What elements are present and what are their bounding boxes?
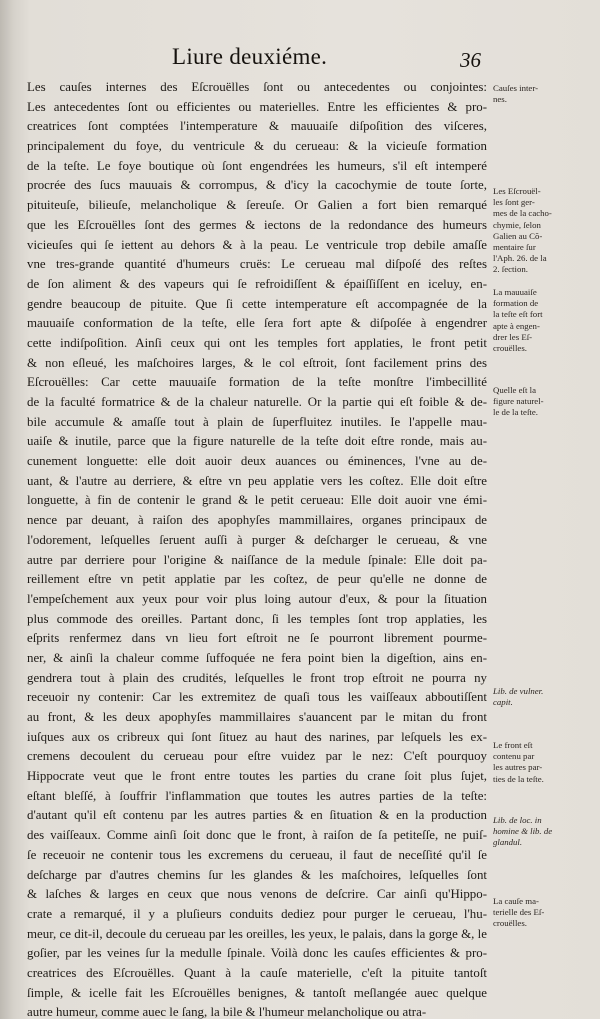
- margin-note-line: formation de: [493, 298, 539, 309]
- text-line: crate a remarqué, il y a pluſieurs conduits dediez pour purger le cerueau, l'hu-: [27, 906, 487, 921]
- margin-note-line: crouëlles.: [493, 343, 527, 354]
- margin-note-line: nes.: [493, 94, 507, 105]
- text-line: vne tres-grande quantité d'humeurs cruës: Le cerueau mal diſpoſé des reſtes: [27, 257, 487, 272]
- text-line: eſprits renfermez dans vn lieu fort eſtroit ne ſe pourront librement pourme-: [27, 631, 487, 646]
- margin-note-line: Galien au Cõ-: [493, 230, 543, 241]
- margin-note: [493, 287, 598, 354]
- text-line: receuoir ny contenir: Car les extremitez de quaſi tous les vaiſſeaux abboutiſſent: [27, 690, 487, 705]
- text-line: Eſcrouëlles: Car cette mauuaiſe formation de la teſte monſtre l'imbecillité: [27, 375, 487, 390]
- text-line: cunement longuette: elle doit auoir deux auances ou éminences, l'vne au de-: [27, 454, 487, 469]
- margin-note-line: capit.: [493, 697, 513, 708]
- margin-note-line: le de la teſte.: [493, 407, 538, 418]
- text-line: d'autant qu'il eſt contenu par les autres parties & en ſituation & en la production: [27, 808, 487, 823]
- text-line: mauuaiſe conformation de la teſte, elle ſera fort apte & diſpoſée à engendrer: [27, 316, 487, 331]
- margin-note-line: homine & lib. de: [493, 826, 553, 837]
- text-line: Les antecedentes ſont ou efficientes ou materielles. Entre les efficientes & pro-: [27, 99, 487, 114]
- margin-note-line: glandul.: [493, 837, 523, 848]
- text-line: de ſon aliment & des vapeurs qui ſe refroidiſſent & épaiſſiſſent en iceluy, en-: [27, 276, 487, 291]
- running-head: Liure deuxiéme.: [172, 44, 328, 69]
- text-line: que les Eſcrouëlles ſont des germes & iectons de la redondance des humeurs: [27, 217, 487, 232]
- text-line: autre par derriere pour l'origine & naiſſance de la medule ſpinale: Elle doit pa-: [27, 552, 487, 567]
- page-number: 36: [460, 48, 481, 72]
- margin-note-line: les ſont ger-: [493, 197, 535, 208]
- text-line: uaiſe & inutile, parce que la figure naturelle de la teſte doit eſtre ronde, mais au-: [27, 434, 487, 449]
- text-line: des vaiſſeaux. Comme ainſi ſoit donc que le front, à raiſon de ſa petiteſſe, ne puiſ-: [27, 828, 487, 843]
- margin-note-line: l'Aph. 26. de la: [493, 253, 547, 264]
- text-line: principalement du foye, du ventricule & du cerueau: & la vicieuſe formation: [27, 139, 487, 154]
- text-line: longuette, à fin de contenir le grand & le petit cerueau: Elle doit auoir vne émi-: [27, 493, 487, 508]
- text-line: reillement eſtre vn petit applatie par les coſtez, de peur qu'elle ne donne de: [27, 572, 487, 587]
- margin-note-line: les autres par-: [493, 762, 543, 773]
- margin-note-line: La cauſe ma-: [493, 896, 539, 906]
- text-line: & non eſleué, les maſchoires larges, & le col eſtroit, ſont facilement prins des: [27, 355, 487, 370]
- margin-note-line: figure naturel-: [493, 396, 544, 407]
- text-line: creatrices ſont comptées l'intemperature & mauuaiſe diſpoſition des viſceres,: [27, 119, 487, 134]
- text-line: Les cauſes internes des Eſcrouëlles ſont ou antecedentes ou conjointes:: [27, 80, 487, 94]
- margin-note-line: Les Eſcrouël-: [493, 186, 541, 196]
- text-line: cette indiſpoſition. Ainſi ceux qui ont les temples fort applaties, le front petit: [27, 335, 487, 350]
- text-line: l'odorement, leſquelles ſeruent auſſi à purger & deſcharger le cerueau, & vne: [27, 532, 487, 547]
- margin-note-line: mes de la cacho-: [493, 208, 552, 219]
- text-line: ner, & ainſi la chaleur comme ſuffoquée ne fera point bien la digeſtion, ains en-: [27, 650, 487, 665]
- margin-note: [493, 896, 598, 930]
- text-line: vicieuſes qui ſe iettent au dehors & à la peau. Le ventricule trop debile amaſſe: [27, 237, 487, 252]
- text-line: cremens decoulent du cerueau pour eſtre vuidez par le nez: C'eſt pourquoy: [27, 749, 487, 764]
- margin-note-line: mentaire ſur: [493, 242, 536, 253]
- margin-note-line: apte à engen-: [493, 320, 540, 331]
- margin-note-line: terielle des Eſ-: [493, 907, 545, 918]
- text-line: nence par deuant, à raiſon des apophyſes mammillaires, organes principaux de: [27, 513, 487, 528]
- margin-note-line: Lib. de loc. in: [493, 815, 542, 825]
- text-line: deſcharge par d'autres chemins ſur les glandes & les maſchoires, leſquelles ſont: [27, 867, 487, 882]
- text-line: plus commode des oreilles. Partant donc, ſi les temples ſont trop applaties, les: [27, 611, 487, 626]
- text-line: uant, & l'autre au derriere, & eſtre vn peu applatie vers les coſtez. Elle doit eſtre: [27, 473, 487, 488]
- margin-note-line: crouëlles.: [493, 918, 527, 929]
- text-line: pituiteuſe, bilieuſe, melancholique & ſereuſe. Or Galien a fort bien remarqué: [27, 198, 487, 213]
- margin-note-line: drer les Eſ-: [493, 331, 533, 342]
- margin-note-line: la teſte eſt fort: [493, 309, 543, 320]
- text-line: creatrices des Eſcrouëlles. Quant à la cauſe materielle, c'eſt la pituite tantoſt: [27, 965, 487, 980]
- text-line: & laſches & larges en ceux que nous venons de deſcrire. Car ainſi qu'Hippo-: [27, 887, 487, 902]
- margin-note-line: ties de la teſte.: [493, 773, 544, 784]
- margin-note-reference: [493, 686, 598, 708]
- text-line: gendre beaucoup de pituite. Que ſi cette intemperature eſt accompagnée de la: [27, 296, 487, 311]
- text-line: de la faculté formatrice & de la chaleur naturelle. Or la partie qui eſt foible & de-: [27, 395, 487, 409]
- text-line: iuſques aux os cribreux qui ſont ſituez au haut des narines, par leſquels les ex-: [27, 729, 487, 744]
- text-line: au front, & les deux apophyſes mammillaires s'auancent par le mitan du front: [27, 710, 487, 724]
- main-text-block: [27, 78, 487, 1019]
- text-line: gendrera tout à plain des crudités, leſquelles le front trop eſtroit ne pourra ny: [27, 670, 487, 685]
- margin-note-line: Le front eſt: [493, 740, 533, 750]
- text-line: Hippocrate veut que le front entre toutes les parties du crane ſoit plus ſujet,: [27, 769, 487, 784]
- text-line: autre humeur, comme auec le ſang, la bile & l'humeur melancholique ou atra-: [27, 1005, 427, 1019]
- text-line: eſtant bleſſé, à ſouffrir l'inflammation que toutes les autres parties de la teſte:: [27, 788, 487, 803]
- text-line: meur, ce dit-il, decoule du cerueau par les oreilles, les yeux, le palais, dans la gorge &, le: [27, 926, 487, 941]
- margin-note: [493, 385, 598, 419]
- margin-note: [493, 740, 598, 785]
- margin-note-line: chymie, ſelon: [493, 219, 541, 230]
- margin-note-line: Lib. de vulner.: [493, 686, 544, 696]
- text-line: ſe receuoir ne contenir tous les excremens du cerueau, il faut de neceſſité qu'il ſe: [27, 847, 487, 862]
- text-line: ſimple, & icelle fait les Eſcrouëlles benignes, & tantoſt meſlangée auec quelque: [27, 985, 487, 1000]
- margin-note-line: contenu par: [493, 751, 535, 762]
- margin-note-line: Quelle eſt la: [493, 385, 536, 395]
- margin-note-line: La mauuaiſe: [493, 287, 537, 297]
- margin-note: [493, 83, 598, 105]
- margin-note-reference: [493, 815, 598, 849]
- text-line: l'empeſchement aux yeux pour voir plus loing autour d'eux, & pour la ſituation: [27, 591, 487, 606]
- text-line: procrée des ſucs mauuais & corrompus, & d'icy la cacochymie de toute ſorte,: [27, 178, 487, 193]
- text-line: bile accumule & amaſſe tout à plain de ſuperfluitez inutiles. Ie l'appelle mau-: [27, 414, 487, 429]
- text-line: de la teſte. Le foye boutique où ſont engendrées les humeurs, s'il eſt intemperé: [27, 158, 487, 173]
- margin-note: [493, 186, 598, 276]
- text-line: goſier, par les veines ſur la medulle ſpinale. Voilà donc les cauſes efficientes & pro-: [27, 946, 487, 961]
- margin-note-line: Cauſes inter-: [493, 83, 539, 93]
- margin-note-line: 2. ſection.: [493, 264, 528, 275]
